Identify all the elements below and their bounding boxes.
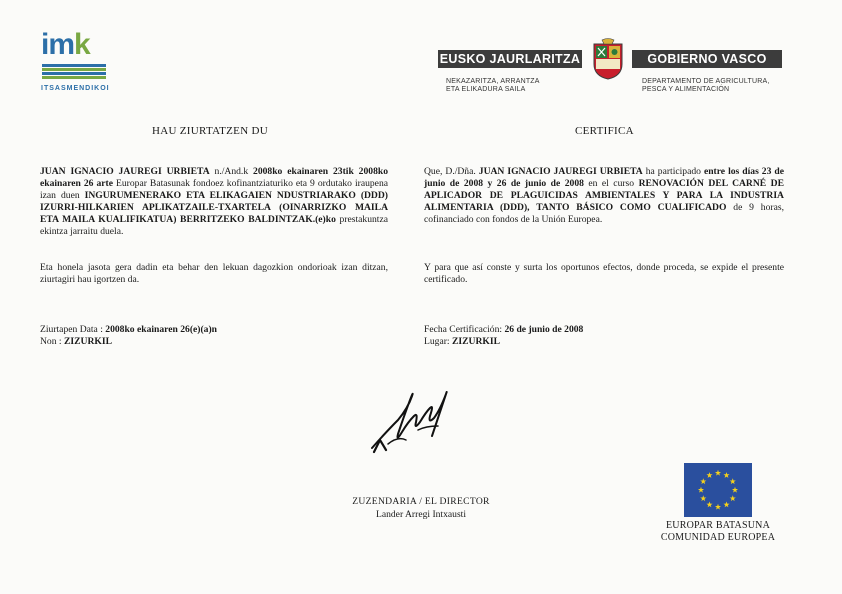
eu-caption-es: COMUNIDAD EUROPEA [660, 532, 776, 543]
place-value: ZIZURKIL [451, 336, 500, 347]
imk-logo [41, 28, 90, 62]
date-value: 26 de junio de 2008 [504, 324, 584, 335]
place-label: Non : [40, 336, 64, 347]
eu-body-segment: 2008ko ekainaren 23tik 2008ko ekainaren 26 arte [40, 166, 389, 189]
eu-body-segment: Europar Batasunak fondoez kofinantziaturiko eta 9 ordutako iraupena izan duen [40, 178, 388, 201]
es-body-segment: entre los días 23 de junio de 2008 y 26 de junio de 2008 [424, 166, 784, 189]
certificate-place-eu [40, 336, 112, 348]
dept-name-eu-line1: NEKAZARITZA, ARRANTZA [446, 78, 540, 85]
director-signature [368, 382, 458, 454]
place-value: ZIZURKIL [63, 336, 112, 347]
gov-name-eu: EUSKO JAURLARITZA [439, 52, 581, 66]
date-value: 2008ko ekainaren 26(e)(a)n [105, 324, 218, 335]
es-body-segment: RENOVACIÓN DEL CARNÉ DE APLICADOR DE PLAGUICIDAS AMBIENTALES Y PARA LA INDUSTRIA ALIMENTARIA (DDD), TANTO BÁSICO COMO CUALIFICADO [424, 178, 784, 213]
eu-body-segment: JUAN IGNACIO JAUREGI URBIETA [40, 166, 210, 177]
imk-logo-graphic [42, 64, 106, 82]
director-title: ZUZENDARIA / EL DIRECTOR [352, 496, 490, 507]
eu-caption-eu: EUROPAR BATASUNA [666, 520, 770, 531]
imk-letter-m: m [48, 28, 75, 61]
dept-name-es-line2: PESCA Y ALIMENTACIÓN [642, 86, 730, 93]
eu-body-segment: prestakuntza ekintza jarraitu duela. [40, 214, 388, 237]
certificate-place-es [424, 336, 500, 348]
place-label: Lugar: [424, 336, 452, 347]
es-body-segment: ha participado [642, 166, 704, 177]
eu-body-segment: n./And.k [209, 166, 254, 177]
gov-name-es: GOBIERNO VASCO [632, 50, 782, 68]
eu-flag-icon [684, 463, 752, 517]
certificate-closing-es: Y para que así conste y surta los oportunos efectos, donde proceda, se expide el presente certificado. [424, 262, 784, 285]
es-body-segment: en el curso [583, 178, 639, 189]
certificate-body-eu [40, 166, 388, 238]
imk-letter-k: k [74, 28, 90, 61]
director-name: Lander Arregi Intxausti [375, 509, 467, 520]
dept-name-es-line1: DEPARTAMENTO DE AGRICULTURA, [642, 78, 770, 85]
certificate-closing-eu: Eta honela jasota gera dadin eta behar den lekuan dagozkion ondorioak izan ditzan, ziurtagiri hau igortzen da. [40, 262, 388, 285]
es-body-segment: de 9 horas, cofinanciado con fondos de la Unión Europea. [424, 202, 784, 225]
certificate-heading-eu: HAU ZIURTATZEN DU [152, 125, 268, 137]
certificate-heading-es: CERTIFICA [575, 125, 634, 137]
imk-caption: ITSASMENDIKOI [41, 85, 110, 92]
certificate-body-es [424, 166, 784, 226]
certificate-date-eu [40, 324, 217, 336]
dept-name-eu-line2: ETA ELIKADURA SAILA [446, 86, 526, 93]
imk-letter-i: i [41, 28, 49, 61]
certificate-date-es [424, 324, 583, 336]
date-label: Ziurtapen Data : [40, 324, 106, 335]
es-body-segment: Que, D./Dña. [424, 166, 479, 177]
eu-body-segment: INGURUMENERAKO ETA ELIKAGAIEN NDUSTRIARAKO (DDD) IZURRI-HILKARIEN APLIKATZAILE-TXARTELA (OINARRIZKO MAILA ETA MAILA KUALIFIKATUA) BERRITZEKO BALDINTZAK.(e)ko [40, 190, 388, 225]
es-body-segment: JUAN IGNACIO JAUREGI URBIETA [478, 166, 643, 177]
gov-seal-icon [588, 38, 628, 80]
date-label: Fecha Certificación: [424, 324, 505, 335]
